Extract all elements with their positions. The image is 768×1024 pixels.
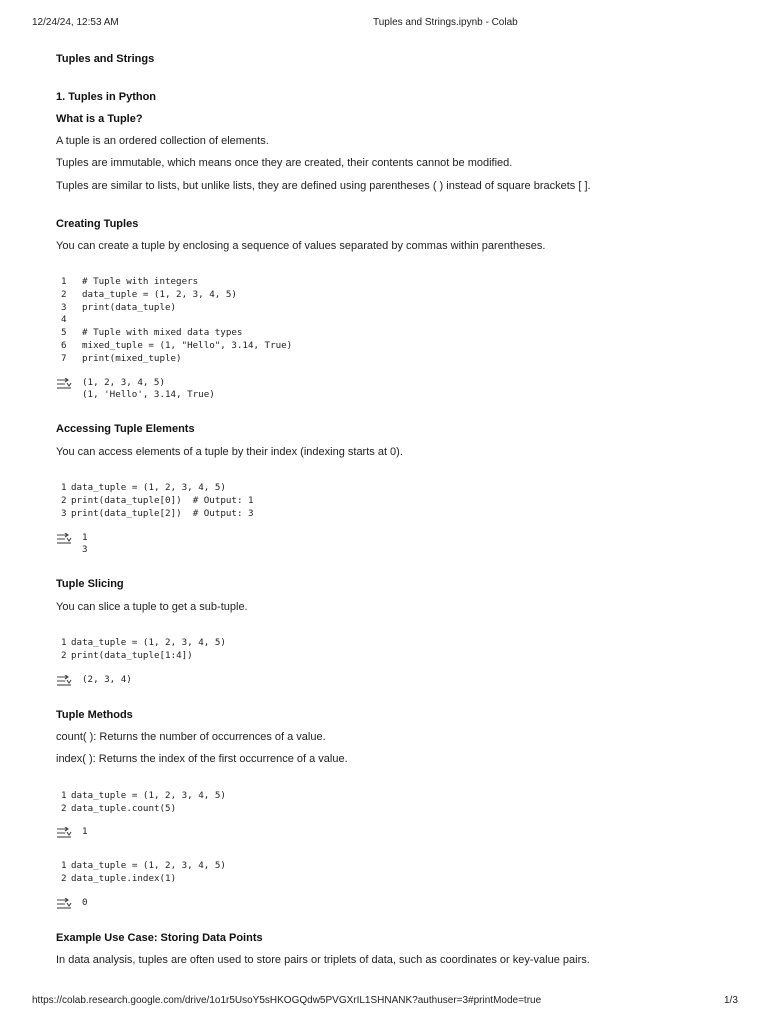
paragraph: In data analysis, tuples are often used to store pairs or triplets of data, such as coordinates or key-value pairs. bbox=[56, 954, 590, 966]
paragraph: You can access elements of a tuple by their index (indexing starts at 0). bbox=[56, 446, 403, 458]
paragraph: count( ): Returns the number of occurrences of a value. bbox=[56, 731, 326, 743]
cell-output bbox=[82, 826, 88, 838]
code-line[interactable] bbox=[61, 873, 226, 886]
line-number: 2 bbox=[61, 288, 67, 300]
subheading-tuple-slicing: Tuple Slicing bbox=[56, 578, 124, 590]
code-line[interactable] bbox=[61, 302, 292, 315]
code-text: data_tuple = (1, 2, 3, 4, 5) bbox=[71, 637, 226, 648]
code-text: print(data_tuple) bbox=[82, 301, 177, 313]
output-line: (1, 'Hello', 3.14, True) bbox=[82, 389, 215, 401]
code-line[interactable] bbox=[61, 508, 254, 521]
paragraph: You can create a tuple by enclosing a sequence of values separated by commas within parentheses. bbox=[56, 240, 546, 252]
subheading-creating-tuples: Creating Tuples bbox=[56, 218, 139, 230]
code-line[interactable] bbox=[61, 482, 254, 495]
cell-output bbox=[82, 897, 88, 909]
print-datetime: 12/24/24, 12:53 AM bbox=[32, 17, 119, 28]
code-text: # Tuple with integers bbox=[82, 276, 199, 287]
line-number: 2 bbox=[61, 802, 67, 814]
code-text: print(data_tuple[0]) # Output: 1 bbox=[71, 494, 254, 506]
line-number: 1 bbox=[61, 790, 67, 801]
line-number: 1 bbox=[61, 860, 67, 871]
code-text: mixed_tuple = (1, "Hello", 3.14, True) bbox=[82, 339, 293, 351]
paragraph: index( ): Returns the index of the first occurrence of a value. bbox=[56, 753, 348, 765]
line-number: 2 bbox=[61, 872, 67, 884]
code-text: print(data_tuple[1:4]) bbox=[71, 649, 193, 661]
code-cell[interactable] bbox=[61, 790, 226, 816]
output-line: 1 bbox=[82, 532, 88, 543]
subheading-accessing-elements: Accessing Tuple Elements bbox=[56, 423, 195, 435]
code-cell[interactable] bbox=[61, 860, 226, 886]
code-text: data_tuple = (1, 2, 3, 4, 5) bbox=[71, 790, 226, 801]
code-cell[interactable] bbox=[61, 637, 226, 663]
code-line[interactable] bbox=[61, 314, 292, 327]
paragraph: Tuples are similar to lists, but unlike lists, they are defined using parentheses ( ) instead of square brackets [ ]. bbox=[56, 180, 591, 192]
code-text: data_tuple.count(5) bbox=[71, 802, 177, 814]
code-line[interactable] bbox=[61, 650, 226, 663]
section-heading: 1. Tuples in Python bbox=[56, 91, 157, 103]
subheading-example-use-case: Example Use Case: Storing Data Points bbox=[56, 932, 263, 944]
code-line[interactable] bbox=[61, 495, 254, 508]
output-toggle-icon[interactable] bbox=[56, 675, 72, 686]
code-text: print(mixed_tuple) bbox=[82, 352, 182, 364]
line-number: 4 bbox=[61, 314, 67, 326]
line-number: 5 bbox=[61, 327, 67, 339]
line-number: 1 bbox=[61, 276, 67, 287]
code-line[interactable] bbox=[61, 860, 226, 873]
output-toggle-icon[interactable] bbox=[56, 827, 72, 838]
line-number: 6 bbox=[61, 339, 67, 351]
code-line[interactable] bbox=[61, 327, 292, 340]
print-title: Tuples and Strings.ipynb - Colab bbox=[373, 17, 518, 28]
output-toggle-icon[interactable] bbox=[56, 378, 72, 389]
cell-output bbox=[82, 532, 88, 556]
page-number: 1/3 bbox=[724, 995, 738, 1006]
output-line: (1, 2, 3, 4, 5) bbox=[82, 377, 165, 388]
output-line: (2, 3, 4) bbox=[82, 674, 132, 685]
code-line[interactable] bbox=[61, 340, 292, 353]
line-number: 1 bbox=[61, 637, 67, 648]
code-text: data_tuple.index(1) bbox=[71, 872, 177, 884]
code-cell[interactable] bbox=[61, 482, 254, 520]
code-text: data_tuple = (1, 2, 3, 4, 5) bbox=[71, 860, 226, 871]
code-line[interactable] bbox=[61, 803, 226, 816]
cell-output bbox=[82, 674, 132, 686]
code-text: # Tuple with mixed data types bbox=[82, 327, 243, 339]
code-line[interactable] bbox=[61, 637, 226, 650]
line-number: 3 bbox=[61, 301, 67, 313]
code-text: data_tuple = (1, 2, 3, 4, 5) bbox=[82, 288, 237, 300]
subheading-what-is-tuple: What is a Tuple? bbox=[56, 113, 143, 125]
notebook-title: Tuples and Strings bbox=[56, 53, 155, 65]
code-line[interactable] bbox=[61, 289, 292, 302]
subheading-tuple-methods: Tuple Methods bbox=[56, 709, 133, 721]
line-number: 7 bbox=[61, 352, 67, 364]
line-number: 2 bbox=[61, 649, 67, 661]
output-line: 1 bbox=[82, 826, 88, 837]
cell-output bbox=[82, 377, 215, 401]
paragraph: You can slice a tuple to get a sub-tuple. bbox=[56, 601, 248, 613]
code-text: print(data_tuple[2]) # Output: 3 bbox=[71, 507, 254, 519]
line-number: 1 bbox=[61, 482, 67, 493]
line-number: 2 bbox=[61, 494, 67, 506]
paragraph: A tuple is an ordered collection of elements. bbox=[56, 135, 269, 147]
print-url: https://colab.research.google.com/drive/1o1r5UsoY5sHKOGQdw5PVGXrIL1SHNANK?authuser=3#printMode=true bbox=[32, 995, 542, 1006]
output-toggle-icon[interactable] bbox=[56, 533, 72, 544]
code-cell[interactable] bbox=[61, 276, 292, 366]
code-line[interactable] bbox=[61, 790, 226, 803]
code-text: data_tuple = (1, 2, 3, 4, 5) bbox=[71, 482, 226, 493]
line-number: 3 bbox=[61, 507, 67, 519]
output-line: 0 bbox=[82, 897, 88, 908]
paragraph: Tuples are immutable, which means once they are created, their contents cannot be modified. bbox=[56, 157, 513, 169]
code-line[interactable] bbox=[61, 353, 292, 366]
output-line: 3 bbox=[82, 544, 88, 556]
code-line[interactable] bbox=[61, 276, 292, 289]
output-toggle-icon[interactable] bbox=[56, 898, 72, 909]
